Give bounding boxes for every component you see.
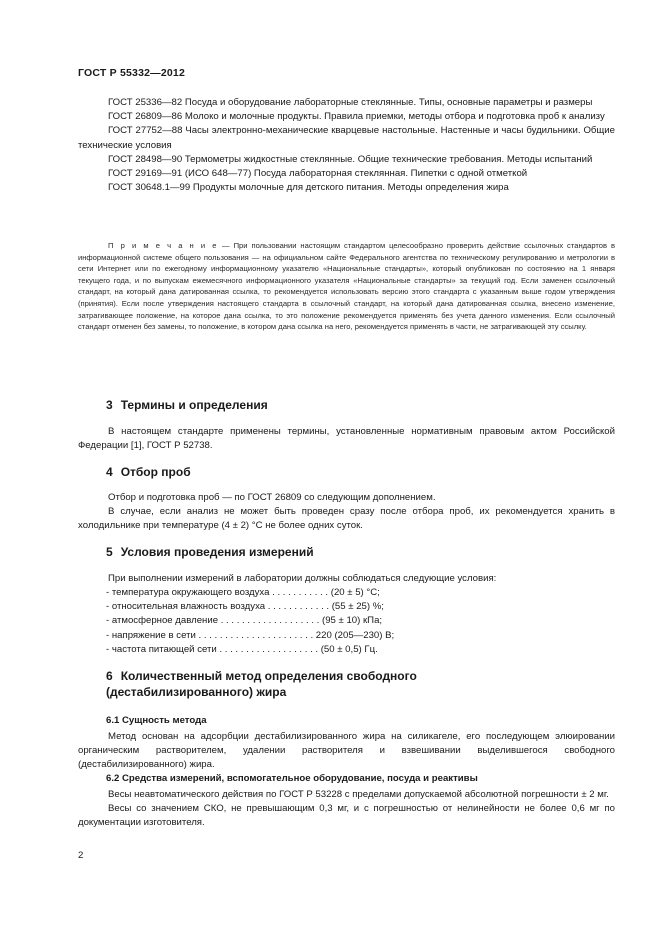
page-number: 2 xyxy=(78,850,84,861)
reference-item: ГОСТ 27752—88 Часы электронно-механические кварцевые настольные. Настенные и часы будильники. Общие технические условия xyxy=(78,125,615,151)
normative-references-list xyxy=(78,96,615,195)
section-6-heading-line2: (дестабилизированного) жира xyxy=(106,685,287,699)
section-3-text: В настоящем стандарте применены термины, установленные нормативным правовым актом Российской Федерации [1], ГОСТ Р 52738. xyxy=(78,426,615,452)
section-4-text: Отбор и подготовка проб — по ГОСТ 26809 со следующим дополнением. В случае, если анализ не может быть проведен сразу после отбора проб, их рекомендуется хранить в холодильнике при температуре (4 ± 2) °С не более одних суток. xyxy=(78,492,615,532)
conditions-list xyxy=(106,586,394,657)
section-4-heading: 4 Отбор проб xyxy=(106,465,191,479)
reference-item: ГОСТ 30648.1—99 Продукты молочные для детского питания. Методы определения жира xyxy=(108,182,509,194)
condition-item: - температура окружающего воздуха . . . . . . . . . . . (20 ± 5) °С; xyxy=(106,587,380,598)
subsection-6-1-heading: 6.1 Сущность метода xyxy=(106,715,207,726)
condition-item: - частота питающей сети . . . . . . . . . . . . . . . . . . . (50 ± 0,5) Гц. xyxy=(106,643,378,655)
note-block xyxy=(78,240,615,333)
subsection-6-2-heading: 6.2 Средства измерений, вспомогательное оборудование, посуда и реактивы xyxy=(106,773,478,784)
reference-item: ГОСТ 29169—91 (ИСО 648—77) Посуда лабораторная стеклянная. Пипетки с одной отметкой xyxy=(108,168,528,180)
section-3-heading: 3 Термины и определения xyxy=(106,398,268,412)
reference-item: ГОСТ 28498—90 Термометры жидкостные стеклянные. Общие технические требования. Методы испытаний xyxy=(108,153,593,165)
section-5-intro: При выполнении измерений в лаборатории должны соблюдаться следующие условия: xyxy=(108,573,497,584)
document-header: ГОСТ Р 55332—2012 xyxy=(78,67,186,79)
note-text: — При пользовании настоящим стандартом целесообразно проверить действие ссылочных стандартов в информационной системе общего пользования — на официальном сайте Федерального агентства по техническому регулированию и метрологии в сети Интернет или по ежегодному информационному указателю «Национальные стандарты», который опубликован по состоянию на 1 января текущего года, и по выпускам ежемесячного информационного указателя «Национальные стандарты» за текущий год. Если заменен ссылочный стандарт, на который дана датированная ссылка, то рекомендуется использовать версию этого стандарта с указанным выше годом утверждения (принятия). Если после утверждения настоящего стандарта в ссылочный стандарт, на который дана датированная ссылка, внесено изменение, затрагивающее положение, на которое дана ссылка, то это положение рекомендуется применять без учета данного изменения. Если ссылочный стандарт отменен без замены, то положение, в котором дана ссылка на него, рекомендуется применять в части, не затрагивающей эту ссылку. xyxy=(78,241,615,332)
condition-item: - атмосферное давление . . . . . . . . . . . . . . . . . . . (95 ± 10) кПа; xyxy=(106,615,383,627)
reference-item: ГОСТ 25336—82 Посуда и оборудование лабораторные стеклянные. Типы, основные параметры и размеры xyxy=(108,97,593,108)
condition-item: - относительная влажность воздуха . . . . . . . . . . . . (55 ± 25) %; xyxy=(106,601,384,613)
subsection-6-1-text: Метод основан на адсорбции дестабилизированного жира на силикагеле, его последующем элюировании органическим растворителем, удалении растворителя и взвешивании выделившегося свободного (дестабилизированного) жира. xyxy=(78,731,615,771)
condition-item: - напряжение в сети . . . . . . . . . . . . . . . . . . . . . . 220 (205—230) В; xyxy=(106,629,395,641)
reference-item: ГОСТ 26809—86 Молоко и молочные продукты. Правила приемки, методы отбора и подготовка проб к анализу xyxy=(108,111,605,123)
subsection-6-2-text: Весы неавтоматического действия по ГОСТ Р 53228 с пределами допускаемой абсолютной погрешности ± 2 мг. Весы со значением СКО, не превышающим 0,3 мг, и с погрешностью от нелинейности не более 0,6 мг по документации изготовителя. xyxy=(78,789,615,829)
section-5-heading: 5 Условия проведения измерений xyxy=(106,545,314,559)
note-label: П р и м е ч а н и е xyxy=(108,241,219,250)
section-6-heading: 6 Количественный метод определения свободного (дестабилизированного) жира xyxy=(106,669,417,699)
